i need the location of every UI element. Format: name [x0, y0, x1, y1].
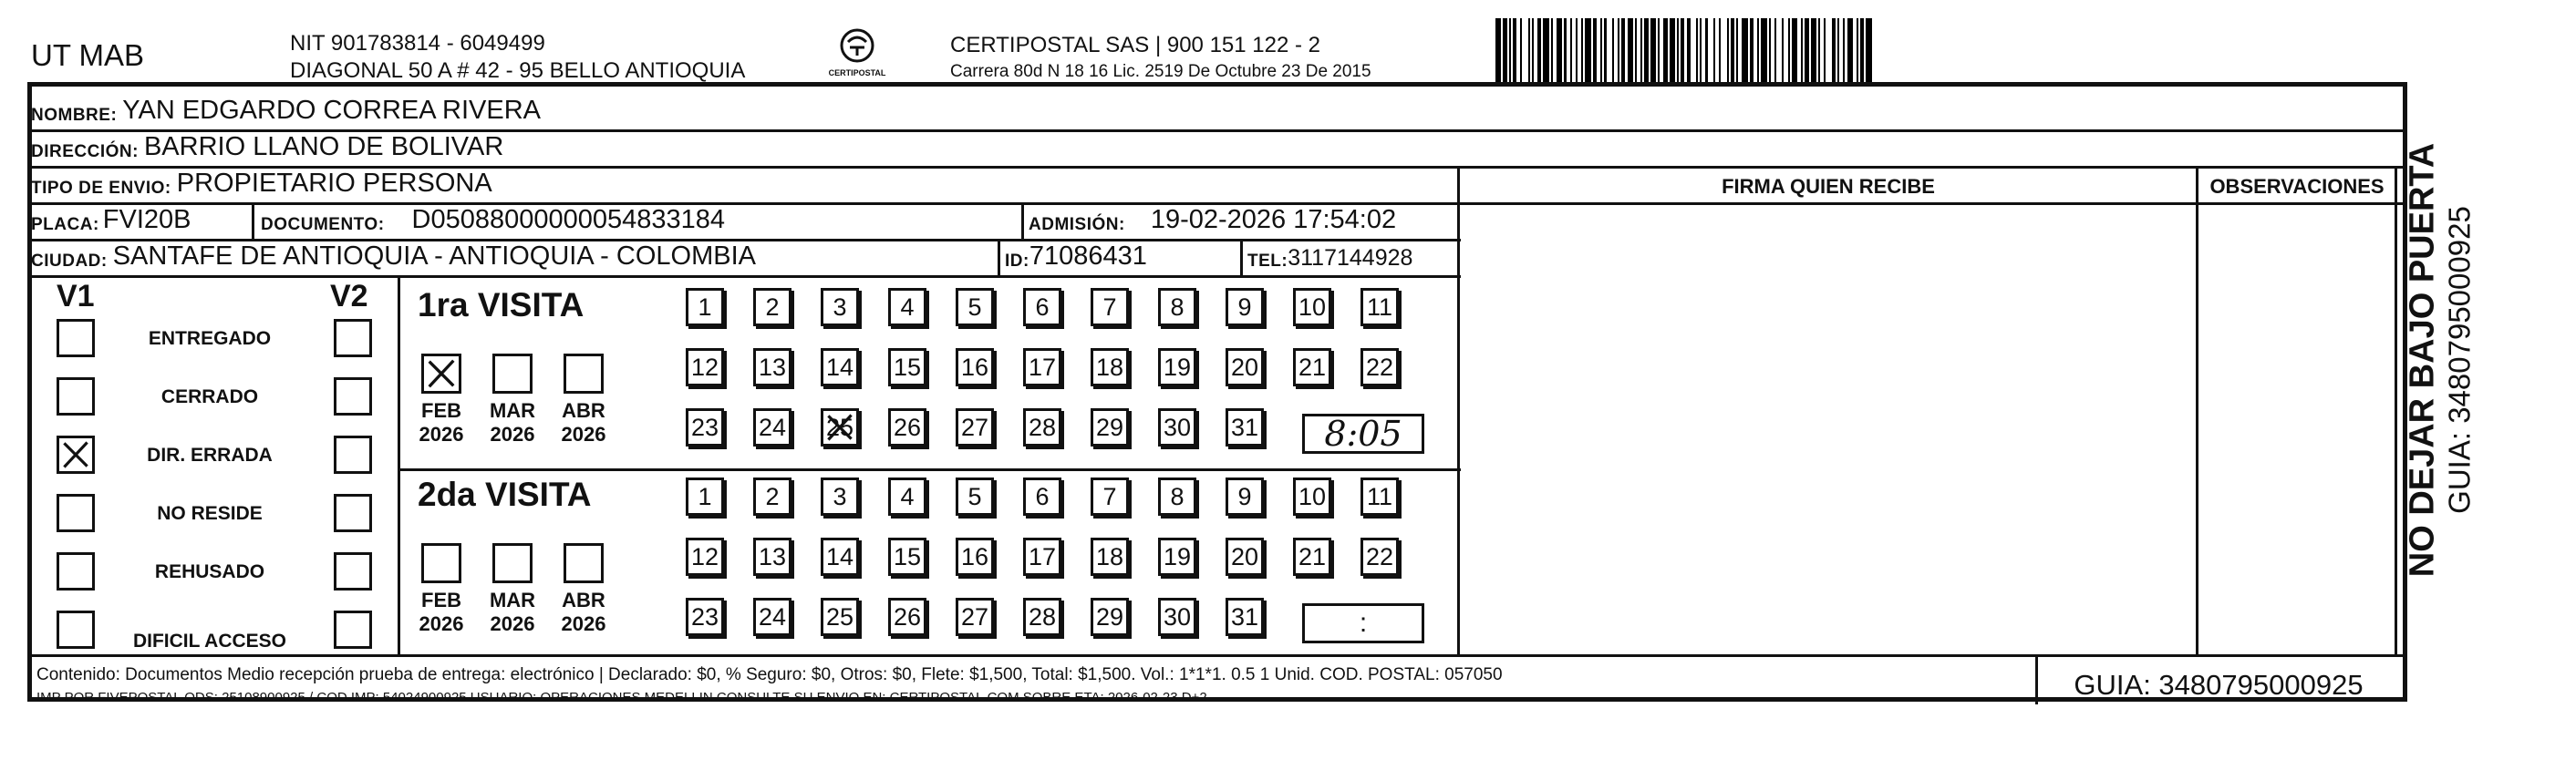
day-number: 2: [765, 293, 780, 321]
day-number: 25: [825, 413, 854, 441]
day-number: 27: [960, 413, 989, 441]
v2-checkbox[interactable]: [334, 611, 372, 649]
status-label: NO RESIDE: [157, 503, 263, 524]
footer-divider: [2035, 654, 2038, 704]
day-number: 1: [698, 293, 712, 321]
day-number: 30: [1163, 413, 1192, 441]
day-box[interactable]: [956, 288, 994, 326]
direccion-label: DIRECCIÓN:: [31, 142, 139, 161]
day-box[interactable]: [956, 538, 994, 576]
day-box[interactable]: [753, 538, 791, 576]
v1-checkbox[interactable]: [57, 611, 95, 649]
day-box[interactable]: [1091, 538, 1129, 576]
tipo-row: [31, 168, 492, 199]
day-number: 5: [967, 482, 982, 510]
observaciones-header: OBSERVACIONES: [2209, 175, 2385, 198]
status-label: ENTREGADO: [148, 328, 272, 349]
v1-checkbox[interactable]: [57, 377, 95, 416]
direccion-row: [31, 131, 503, 162]
cell-divider: [1240, 239, 1243, 275]
day-box[interactable]: [686, 478, 724, 516]
month-label: [556, 589, 611, 636]
day-number: 23: [690, 602, 719, 631]
day-number: 8: [1170, 482, 1185, 510]
day-number: 10: [1298, 293, 1327, 321]
cell-divider: [998, 239, 1000, 275]
month-year: 2026: [490, 423, 535, 446]
day-box[interactable]: [753, 288, 791, 326]
day-box[interactable]: [1293, 538, 1331, 576]
tel-label: TEL:: [1247, 252, 1288, 271]
month-name: ABR: [562, 589, 605, 611]
day-number: 28: [1028, 413, 1057, 441]
day-number: 11: [1366, 293, 1393, 321]
ciudad-label: CIUDAD:: [31, 252, 108, 271]
day-box[interactable]: [1023, 598, 1061, 636]
cell-divider: [1021, 202, 1024, 239]
documento-label: DOCUMENTO:: [261, 215, 385, 234]
day-box[interactable]: [686, 288, 724, 326]
day-number: 2: [765, 482, 780, 510]
day-box[interactable]: [956, 408, 994, 447]
month-name: ABR: [562, 399, 605, 422]
day-box[interactable]: [1360, 538, 1399, 576]
side-text: [2404, 82, 2477, 638]
admision-label: ADMISIÓN:: [1029, 215, 1125, 234]
day-number: 16: [960, 542, 989, 570]
first-visit-title: 1ra VISITA: [418, 286, 585, 324]
day-number: 14: [825, 353, 854, 381]
month-year: 2026: [419, 423, 464, 446]
day-box[interactable]: [753, 408, 791, 447]
v2-header: V2: [330, 279, 368, 313]
day-box[interactable]: [1226, 478, 1264, 516]
month-label: [414, 589, 469, 636]
day-box[interactable]: [1091, 288, 1129, 326]
day-number: 9: [1237, 293, 1252, 321]
day-number: 24: [758, 413, 787, 441]
firma-header: FIRMA QUIEN RECIBE: [1722, 175, 1935, 198]
footer-guia: GUIA: 3480795000925: [2074, 669, 2364, 701]
day-number: 30: [1163, 602, 1192, 631]
column-divider: [2395, 166, 2397, 655]
day-box[interactable]: [1091, 348, 1129, 386]
footer-divider: [29, 654, 2405, 657]
day-box[interactable]: [753, 478, 791, 516]
status-label: CERRADO: [160, 386, 259, 407]
month-name: FEB: [421, 399, 461, 422]
day-number: 12: [690, 542, 719, 570]
day-box[interactable]: [686, 408, 724, 447]
v1-checkbox[interactable]: [57, 494, 95, 532]
day-number: 31: [1230, 602, 1259, 631]
day-number: 5: [967, 293, 982, 321]
v1-checkbox[interactable]: [57, 436, 95, 474]
day-box[interactable]: [1158, 348, 1196, 386]
status-label: DIFICIL ACCESO: [132, 631, 286, 652]
day-number: 10: [1298, 482, 1327, 510]
v2-checkbox[interactable]: [334, 436, 372, 474]
day-number: 21: [1298, 542, 1327, 570]
tel-cell: [1247, 241, 1412, 272]
day-number: 7: [1102, 293, 1117, 321]
day-box[interactable]: [753, 348, 791, 386]
day-number: 18: [1095, 542, 1124, 570]
ciudad-value: SANTAFE DE ANTIOQUIA - ANTIOQUIA - COLOMBIA: [112, 241, 756, 271]
day-box[interactable]: [1158, 288, 1196, 326]
first-visit-time-value: 8:05: [1324, 414, 1402, 454]
day-number: 16: [960, 353, 989, 381]
day-number: 4: [900, 293, 915, 321]
visit-divider: [398, 468, 1461, 471]
v1-checkbox[interactable]: [57, 552, 95, 591]
day-box[interactable]: [686, 598, 724, 636]
day-box[interactable]: [1293, 288, 1331, 326]
day-number: 19: [1163, 353, 1192, 381]
tipo-label: TIPO DE ENVIO:: [31, 179, 171, 198]
v2-checkbox[interactable]: [334, 319, 372, 357]
placa-label: PLACA:: [31, 215, 99, 234]
day-box[interactable]: [956, 478, 994, 516]
day-number: 19: [1163, 542, 1192, 570]
day-number: 21: [1298, 353, 1327, 381]
day-number: 15: [893, 353, 922, 381]
barcode: [1495, 18, 2207, 82]
day-box[interactable]: [686, 538, 724, 576]
day-number: 14: [825, 542, 854, 570]
tipo-value: PROPIETARIO PERSONA: [176, 169, 492, 198]
nombre-row: [31, 95, 541, 126]
day-number: 3: [833, 293, 847, 321]
placa-row: [31, 204, 191, 235]
day-number: 8: [1170, 293, 1185, 321]
day-number: 29: [1095, 602, 1124, 631]
second-visit-time-value: :: [1359, 608, 1368, 638]
day-number: 28: [1028, 602, 1057, 631]
operator-name: CERTIPOSTAL SAS | 900 151 122 - 2: [950, 33, 1320, 57]
day-number: 22: [1365, 542, 1394, 570]
month-checkbox[interactable]: [421, 354, 461, 394]
day-box[interactable]: [1360, 288, 1399, 326]
month-checkbox[interactable]: [564, 354, 604, 394]
cell-divider: [252, 202, 254, 239]
day-number: 9: [1237, 482, 1252, 510]
month-year: 2026: [490, 612, 535, 635]
day-box[interactable]: [1158, 408, 1196, 447]
day-number: 17: [1028, 542, 1057, 570]
v1-header: V1: [57, 279, 95, 313]
day-box[interactable]: [1023, 538, 1061, 576]
ciudad-row: [31, 241, 756, 272]
day-box[interactable]: [1226, 348, 1264, 386]
sender-address: DIAGONAL 50 A # 42 - 95 BELLO ANTIOQUIA: [290, 58, 746, 83]
month-year: 2026: [561, 612, 606, 635]
day-box[interactable]: [821, 288, 859, 326]
day-number: 12: [690, 353, 719, 381]
month-label: [485, 589, 540, 636]
month-checkbox[interactable]: [421, 543, 461, 583]
day-box[interactable]: [821, 598, 859, 636]
day-number: 17: [1028, 353, 1057, 381]
nombre-label: NOMBRE:: [31, 106, 118, 125]
day-number: 4: [900, 482, 915, 510]
id-label: ID:: [1005, 252, 1029, 271]
month-name: MAR: [489, 399, 536, 422]
placa-value: FVI20B: [102, 205, 191, 234]
day-number: 20: [1230, 353, 1259, 381]
company-name: UT MAB: [31, 38, 145, 72]
day-number: 6: [1035, 482, 1050, 510]
certipostal-logo: [828, 27, 886, 77]
day-box[interactable]: [1293, 478, 1331, 516]
id-cell: [1005, 241, 1147, 272]
day-box[interactable]: [1226, 538, 1264, 576]
day-box[interactable]: [1360, 348, 1399, 386]
day-box[interactable]: [1023, 478, 1061, 516]
day-box[interactable]: [1226, 408, 1264, 447]
day-number: 31: [1230, 413, 1259, 441]
logo-text: CERTIPOSTAL: [828, 68, 886, 77]
v1-checkbox[interactable]: [57, 319, 95, 357]
month-checkbox[interactable]: [564, 543, 604, 583]
day-number: 27: [960, 602, 989, 631]
day-box[interactable]: [888, 348, 926, 386]
month-checkbox[interactable]: [492, 354, 533, 394]
side-guia: GUIA: 3480795000925: [2442, 206, 2477, 514]
day-box[interactable]: [888, 598, 926, 636]
month-year: 2026: [561, 423, 606, 446]
day-number: 13: [758, 353, 787, 381]
day-box[interactable]: [888, 288, 926, 326]
contenido-text: Contenido: Documentos Medio recepción prueba de entrega: electrónico | Declarado: $0, % Seguro: $0, Otros: $0, Flete: $1,500, Total: $1,500. Vol.: 1*1*1. 0.5 1 Unid. COD. POSTAL: 057050: [36, 665, 1503, 684]
column-divider: [2196, 166, 2198, 655]
day-box[interactable]: [821, 538, 859, 576]
day-box[interactable]: [956, 598, 994, 636]
day-number: 29: [1095, 413, 1124, 441]
second-visit-title: 2da VISITA: [418, 476, 592, 513]
documento-value: D05088000000054833184: [411, 205, 726, 234]
day-box[interactable]: [888, 538, 926, 576]
day-box[interactable]: [1091, 598, 1129, 636]
day-number: 13: [758, 542, 787, 570]
first-visit-time[interactable]: [1302, 414, 1424, 454]
direccion-value: BARRIO LLANO DE BOLIVAR: [143, 132, 504, 161]
day-box[interactable]: [1023, 288, 1061, 326]
v2-checkbox[interactable]: [334, 552, 372, 591]
day-box[interactable]: [821, 408, 859, 447]
month-checkbox[interactable]: [492, 543, 533, 583]
month-label: [556, 399, 611, 447]
day-number: 1: [698, 482, 712, 510]
day-number: 20: [1230, 542, 1259, 570]
day-number: 3: [833, 482, 847, 510]
day-box[interactable]: [956, 348, 994, 386]
day-box[interactable]: [888, 478, 926, 516]
nit: NIT 901783814 - 6049499: [290, 31, 545, 56]
month-label: [485, 399, 540, 447]
row-divider: [29, 275, 1461, 278]
day-number: 18: [1095, 353, 1124, 381]
admision-cell: [1029, 204, 1396, 235]
v2-checkbox[interactable]: [334, 494, 372, 532]
day-number: 23: [690, 413, 719, 441]
v2-checkbox[interactable]: [334, 377, 372, 416]
day-box[interactable]: [1158, 598, 1196, 636]
imp-text: IMP POR FIVEPOSTAL ODS: 25108900925 / COD.IMP: 54024900925 USUARIO: OPERACIONES MEDELLIN CONSULTE SU ENVIO EN: CERTIPOSTAL.COM SOBRE ETA: 2026-02-23 D+2: [36, 690, 1207, 705]
day-number: 25: [825, 602, 854, 631]
day-box[interactable]: [1023, 348, 1061, 386]
operator-address: Carrera 80d N 18 16 Lic. 2519 De Octubre 23 De 2015: [950, 62, 1371, 81]
day-box[interactable]: [821, 348, 859, 386]
day-box[interactable]: [1158, 538, 1196, 576]
status-label: DIR. ERRADA: [147, 445, 273, 466]
month-label: [414, 399, 469, 447]
day-number: 22: [1365, 353, 1394, 381]
day-number: 6: [1035, 293, 1050, 321]
day-box[interactable]: [753, 598, 791, 636]
day-box[interactable]: [1158, 478, 1196, 516]
day-box[interactable]: [1091, 408, 1129, 447]
day-number: 7: [1102, 482, 1117, 510]
day-box[interactable]: [1226, 598, 1264, 636]
day-box[interactable]: [821, 478, 859, 516]
status-label: REHUSADO: [154, 561, 265, 582]
month-name: FEB: [421, 589, 461, 611]
side-warning: NO DEJAR BAJO PUERTA: [2403, 142, 2442, 578]
column-divider: [1457, 166, 1460, 655]
day-number: 15: [893, 542, 922, 570]
nombre-value: YAN EDGARDO CORREA RIVERA: [122, 96, 541, 125]
day-number: 26: [893, 413, 922, 441]
id-value: 71086431: [1029, 241, 1147, 271]
documento-cell: [261, 204, 725, 235]
day-box[interactable]: [1226, 288, 1264, 326]
day-box[interactable]: [1023, 408, 1061, 447]
day-number: 11: [1366, 482, 1393, 510]
day-number: 24: [758, 602, 787, 631]
day-box[interactable]: [1091, 478, 1129, 516]
month-name: MAR: [489, 589, 536, 611]
day-box[interactable]: [888, 408, 926, 447]
tel-value: 3117144928: [1288, 245, 1413, 271]
visit-divider: [398, 275, 400, 654]
day-number: 26: [893, 602, 922, 631]
month-year: 2026: [419, 612, 464, 635]
day-box[interactable]: [1293, 348, 1331, 386]
day-box[interactable]: [1360, 478, 1399, 516]
second-visit-time[interactable]: [1302, 603, 1424, 643]
admision-value: 19-02-2026 17:54:02: [1150, 205, 1397, 234]
day-box[interactable]: [686, 348, 724, 386]
